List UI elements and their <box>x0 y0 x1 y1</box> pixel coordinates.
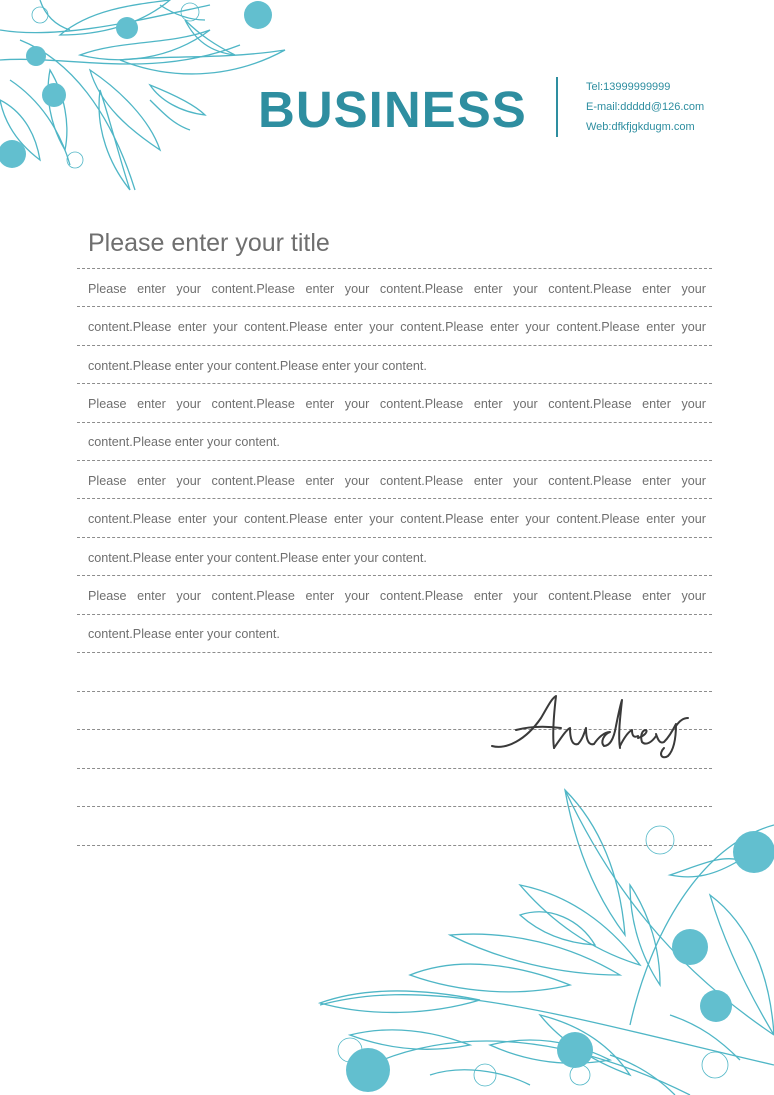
content-paragraph: Please enter your content.Please enter your content.Please enter your content.Please enter your content.Please enter your content. <box>88 589 706 642</box>
ruled-line <box>77 268 712 269</box>
contact-tel: Tel:13999999999 <box>586 81 671 93</box>
floral-ornament-top-left-icon <box>0 0 300 200</box>
brand-title: BUSINESS <box>258 81 527 138</box>
header-divider <box>556 77 558 137</box>
content-paragraph: Please enter your content.Please enter your content.Please enter your content.Please enter your content.Please enter your content.Please enter your content.Please enter your content.Please enter your content.Please enter your content.Please enter your content. <box>88 282 706 373</box>
contact-web: Web:dfkfjgkdugm.com <box>586 121 695 133</box>
ruled-line <box>77 845 712 846</box>
ruled-line <box>77 806 712 807</box>
content-paragraph: Please enter your content.Please enter your content.Please enter your content.Please enter your content.Please enter your content. <box>88 397 706 450</box>
document-title: Please enter your title <box>88 229 330 257</box>
floral-ornament-bottom-right-icon <box>310 785 774 1095</box>
content-paragraph: Please enter your content.Please enter your content.Please enter your content.Please enter your content.Please enter your content.Please enter your content.Please enter your content.Please enter your content.Please enter your content.Please enter your content. <box>88 474 706 565</box>
contact-email: E-mail:ddddd@126.com <box>586 101 705 113</box>
ruled-line <box>77 768 712 769</box>
signature-image <box>486 688 694 760</box>
